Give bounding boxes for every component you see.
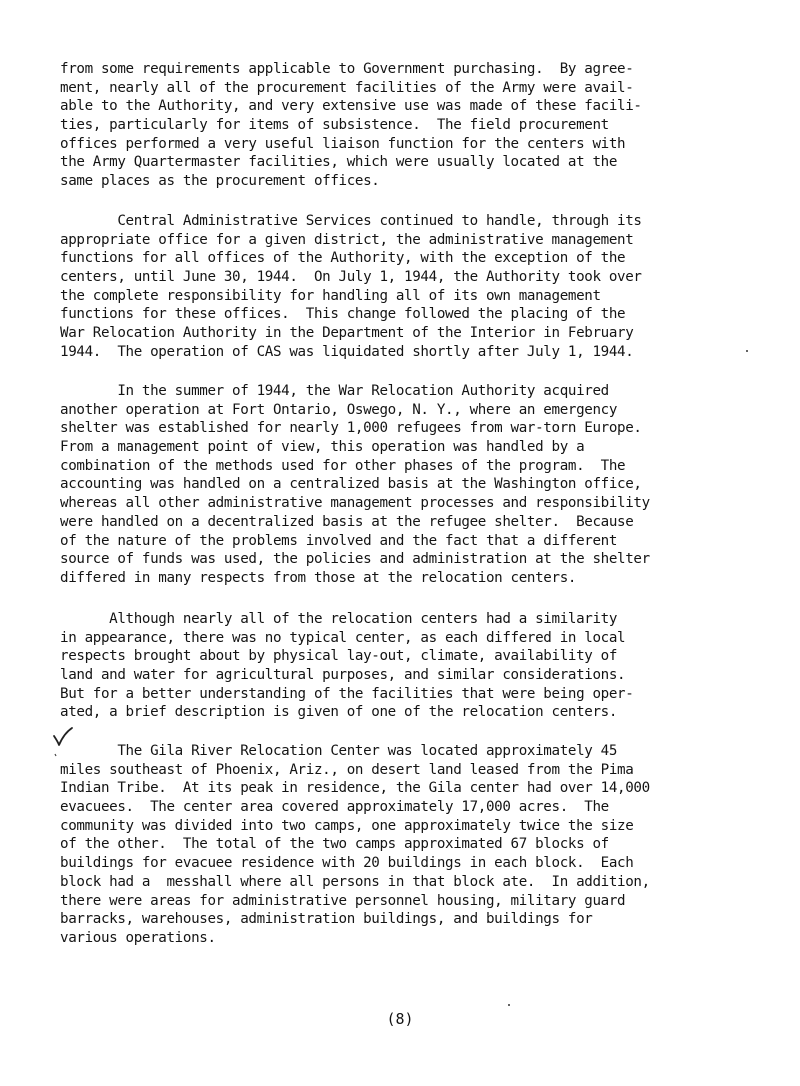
- text-line: the Army Quartermaster facilities, which were usually located at the: [60, 154, 618, 171]
- text-line: War Relocation Authority in the Department of the Interior in February: [60, 325, 634, 342]
- text-line: land and water for agricultural purposes, and similar considerations.: [60, 667, 626, 684]
- text-line: The Gila River Relocation Center was located approximately 45: [60, 743, 618, 759]
- text-line: offices performed a very useful liaison function for the centers with: [60, 135, 626, 152]
- text-line: of the nature of the problems involved and the fact that a different: [60, 532, 618, 549]
- text-line: ment, nearly all of the procurement facilities of the Army were avail-: [60, 79, 634, 96]
- text-line: Indian Tribe. At its peak in residence, the Gila center had over 14,000: [60, 780, 650, 797]
- text-line: From a management point of view, this operation was handled by a: [60, 439, 585, 456]
- text-line: ties, particularly for items of subsistence. The field procurement: [60, 117, 609, 134]
- text-line: same places as the procurement offices.: [60, 173, 380, 190]
- paragraph-fort-ontario: [60, 382, 750, 588]
- text-line: able to the Authority, and very extensive use was made of these facili-: [60, 98, 642, 115]
- text-line: source of funds was used, the policies and administration at the shelter: [60, 551, 650, 568]
- text-line: community was divided into two camps, one approximately twice the size: [60, 817, 634, 834]
- text-line: were handled on a decentralized basis at the refugee shelter. Because: [60, 513, 634, 530]
- text-line: appropriate office for a given district, the administrative management: [60, 231, 634, 248]
- text-line: barracks, warehouses, administration buildings, and buildings for: [60, 911, 593, 928]
- text-line: miles southeast of Phoenix, Ariz., on desert land leased from the Pima: [60, 761, 634, 778]
- text-line: evacuees. The center area covered approximately 17,000 acres. The: [60, 799, 609, 816]
- page-number: (8): [386, 1010, 414, 1028]
- paragraph-relocation-centers: [60, 610, 750, 722]
- paragraph-gila-river: [60, 742, 750, 948]
- text-line: Although nearly all of the relocation centers had a similarity: [60, 611, 618, 627]
- text-line: the complete responsibility for handling all of its own management: [60, 287, 601, 304]
- text-line: In the summer of 1944, the War Relocation Authority acquired: [60, 383, 609, 399]
- text-line: shelter was established for nearly 1,000 refugees from war-torn Europe.: [60, 420, 642, 437]
- text-line: accounting was handled on a centralized basis at the Washington office,: [60, 476, 642, 493]
- paragraph-procurement: [60, 60, 750, 191]
- paragraph-central-administrative-services: [60, 212, 750, 362]
- text-line: But for a better understanding of the facilities that were being oper-: [60, 685, 634, 702]
- scan-speck: [508, 1004, 510, 1006]
- text-line: differed in many respects from those at the relocation centers.: [60, 569, 577, 586]
- text-line: another operation at Fort Ontario, Oswego, N. Y., where an emergency: [60, 401, 618, 418]
- text-line: functions for all offices of the Authority, with the exception of the: [60, 250, 626, 267]
- text-line: whereas all other administrative management processes and responsibility: [60, 495, 650, 512]
- text-line: block had a messhall where all persons in that block ate. In addition,: [60, 873, 650, 890]
- text-line: combination of the methods used for other phases of the program. The: [60, 457, 626, 474]
- text-line: functions for these offices. This change followed the placing of the: [60, 306, 626, 323]
- text-line: various operations.: [60, 929, 216, 946]
- text-line: 1944. The operation of CAS was liquidated shortly after July 1, 1944.: [60, 343, 634, 360]
- checkmark-icon: [52, 726, 74, 762]
- text-line: of the other. The total of the two camps approximated 67 blocks of: [60, 836, 609, 853]
- text-line: in appearance, there was no typical center, as each differed in local: [60, 629, 626, 646]
- text-line: buildings for evacuee residence with 20 buildings in each block. Each: [60, 855, 634, 872]
- text-line: ated, a brief description is given of one of the relocation centers.: [60, 704, 618, 721]
- text-line: there were areas for administrative personnel housing, military guard: [60, 892, 626, 909]
- scan-speck: [746, 350, 748, 352]
- text-line: centers, until June 30, 1944. On July 1, 1944, the Authority took over: [60, 269, 642, 286]
- text-line: respects brought about by physical lay-out, climate, availability of: [60, 648, 618, 665]
- text-line: Central Administrative Services continued to handle, through its: [60, 213, 642, 229]
- text-line: from some requirements applicable to Government purchasing. By agree-: [60, 61, 634, 77]
